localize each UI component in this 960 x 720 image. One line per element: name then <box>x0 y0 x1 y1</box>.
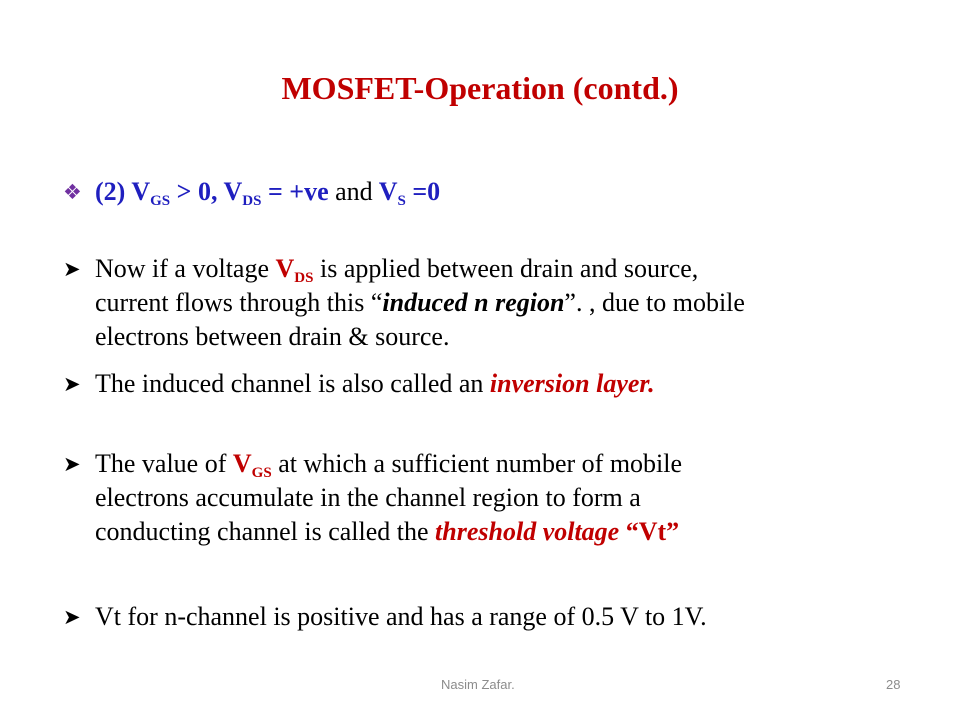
bullet-4-line-1: The value of $V_{GS}$ at which a sufficient number of mobile <box>95 449 683 481</box>
page-title: MOSFET-Operation (contd.) <box>281 70 679 106</box>
arrow-bullet-icon: ➤ <box>63 452 81 476</box>
bullet-1-text: (2) $V_{GS} > 0$, $V_{DS} = +ve$ and $V_S =0$ <box>95 177 441 209</box>
arrow-bullet-icon: ➤ <box>63 372 81 396</box>
bullet-4-line-3: conducting channel is called the threshold voltage “Vt” <box>95 517 680 546</box>
bullet-2-line-1: Now if a voltage $V_{DS}$ is applied between drain and source, <box>95 254 699 286</box>
bullet-4-line-2: electrons accumulate in the channel region to form a <box>95 483 641 512</box>
diamond-bullet-icon: ❖ <box>63 180 82 204</box>
bullet-2-line-3: electrons between drain & source. <box>95 322 450 351</box>
bullet-3-text: The induced channel is also called an inversion layer. <box>95 369 655 398</box>
bullet-5-text: Vt for n-channel is positive and has a range of 0.5 V to 1V. <box>95 602 707 631</box>
footer-page-number: 28 <box>886 677 901 692</box>
footer-author: Nasim Zafar. <box>441 677 515 692</box>
arrow-bullet-icon: ➤ <box>63 605 81 629</box>
bullet-2-line-2: current flows through this “induced n region”. , due to mobile <box>95 288 745 317</box>
arrow-bullet-icon: ➤ <box>63 257 81 281</box>
